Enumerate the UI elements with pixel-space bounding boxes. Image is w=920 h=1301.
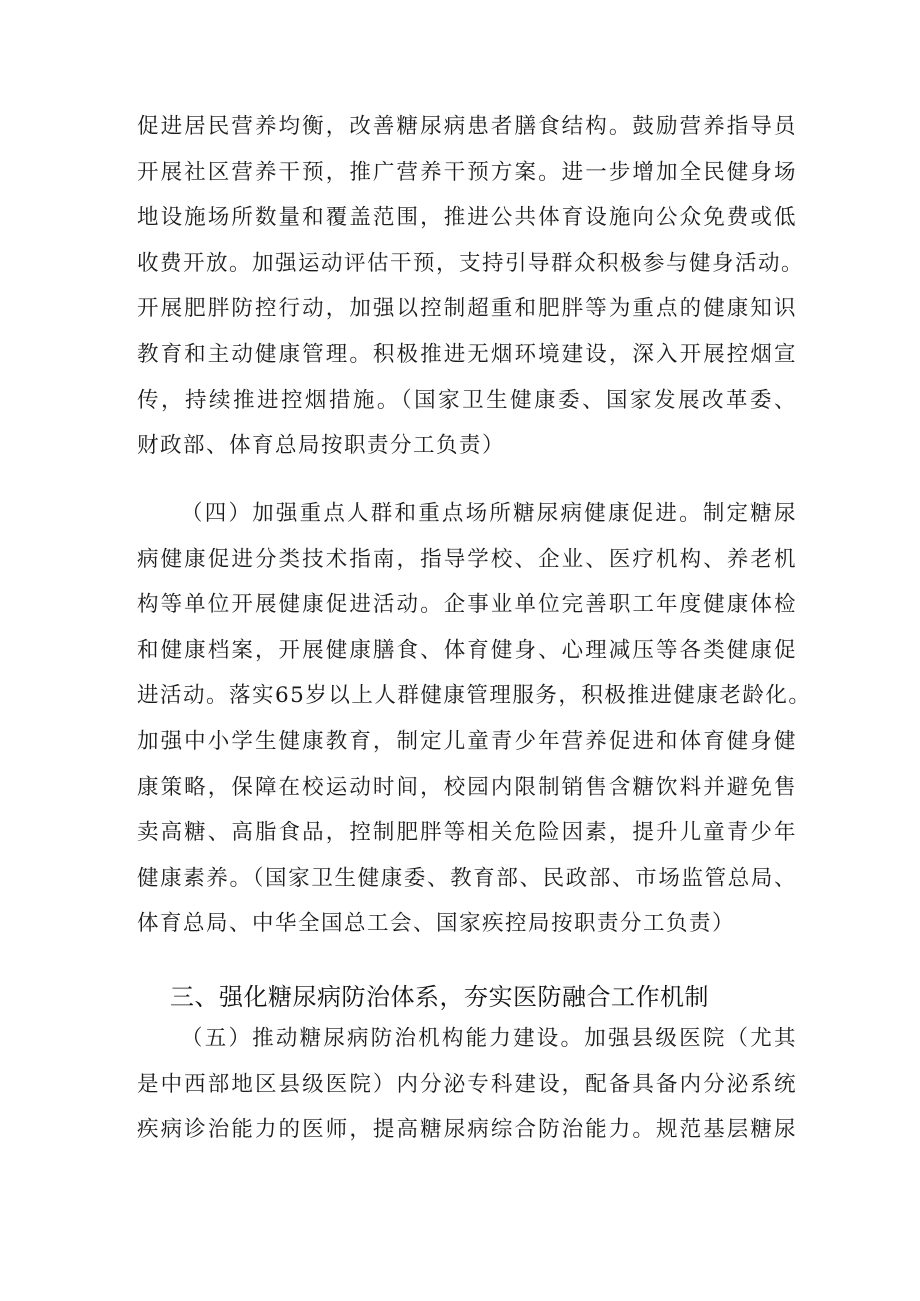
text-line: 健康素养。（国家卫生健康委、教育部、民政部、市场监管总局、	[137, 865, 797, 891]
text-line: 收费开放。加强运动评估干预，支持引导群众积极参与健身活动。	[137, 250, 805, 276]
text-line: 卖高糖、高脂食品，控制肥胖等相关危险因素，提升儿童青少年	[137, 820, 797, 846]
text-line: 地设施场所数量和覆盖范围，推进公共体育设施向公众免费或低	[137, 205, 797, 231]
text-line: 疾病诊治能力的医师，提高糖尿病综合防治能力。规范基层糖尿	[137, 1117, 797, 1143]
paragraph-institution-capacity	[137, 1016, 797, 1153]
text-line: 构等单位开展健康促进活动。企事业单位完善职工年度健康体检	[137, 592, 797, 618]
text-line: 促进居民营养均衡，改善糖尿病患者膳食结构。鼓励营养指导员	[137, 114, 797, 139]
paragraph-key-groups	[137, 491, 812, 947]
text-line: 病健康促进分类技术指南，指导学校、企业、医疗机构、养老机	[137, 546, 797, 572]
text-line: 和健康档案，开展健康膳食、体育健身、心理减压等各类健康促	[137, 637, 797, 663]
text-line: 开展社区营养干预，推广营养干预方案。进一步增加全民健身场	[137, 159, 797, 185]
text-line: 体育总局、中华全国总工会、国家疾控局按职责分工负责）	[137, 911, 736, 937]
text-line: 加强中小学生健康教育，制定儿童青少年营养促进和体育健身健	[137, 728, 797, 754]
text-line: 开展肥胖防控行动，加强以控制超重和肥胖等为重点的健康知识	[137, 296, 797, 322]
text-line: 财政部、体育总局按职责分工负责）	[137, 433, 506, 459]
text-line: 教育和主动健康管理。积极推进无烟环境建设，深入开展控烟宣	[137, 341, 797, 367]
text-line: 康策略，保障在校运动时间，校园内限制销售含糖饮料并避免售	[137, 774, 797, 800]
text-line: （四）加强重点人群和重点场所糖尿病健康促进。制定糖尿	[181, 501, 797, 526]
section-heading: 三、强化糖尿病防治体系，夯实医防融合工作机制	[170, 983, 709, 1011]
text-line: 是中西部地区县级医院）内分泌专科建设，配备具备内分泌系统	[137, 1071, 797, 1097]
text-line: 进活动。落实65岁以上人群健康管理服务，积极推进健康老龄化。	[137, 683, 812, 709]
text-line: 传，持续推进控烟措施。（国家卫生健康委、国家发展改革委、	[137, 387, 797, 413]
text-line: （五）推动糖尿病防治机构能力建设。加强县级医院（尤其	[181, 1026, 797, 1051]
paragraph-nutrition-fitness	[137, 104, 805, 469]
